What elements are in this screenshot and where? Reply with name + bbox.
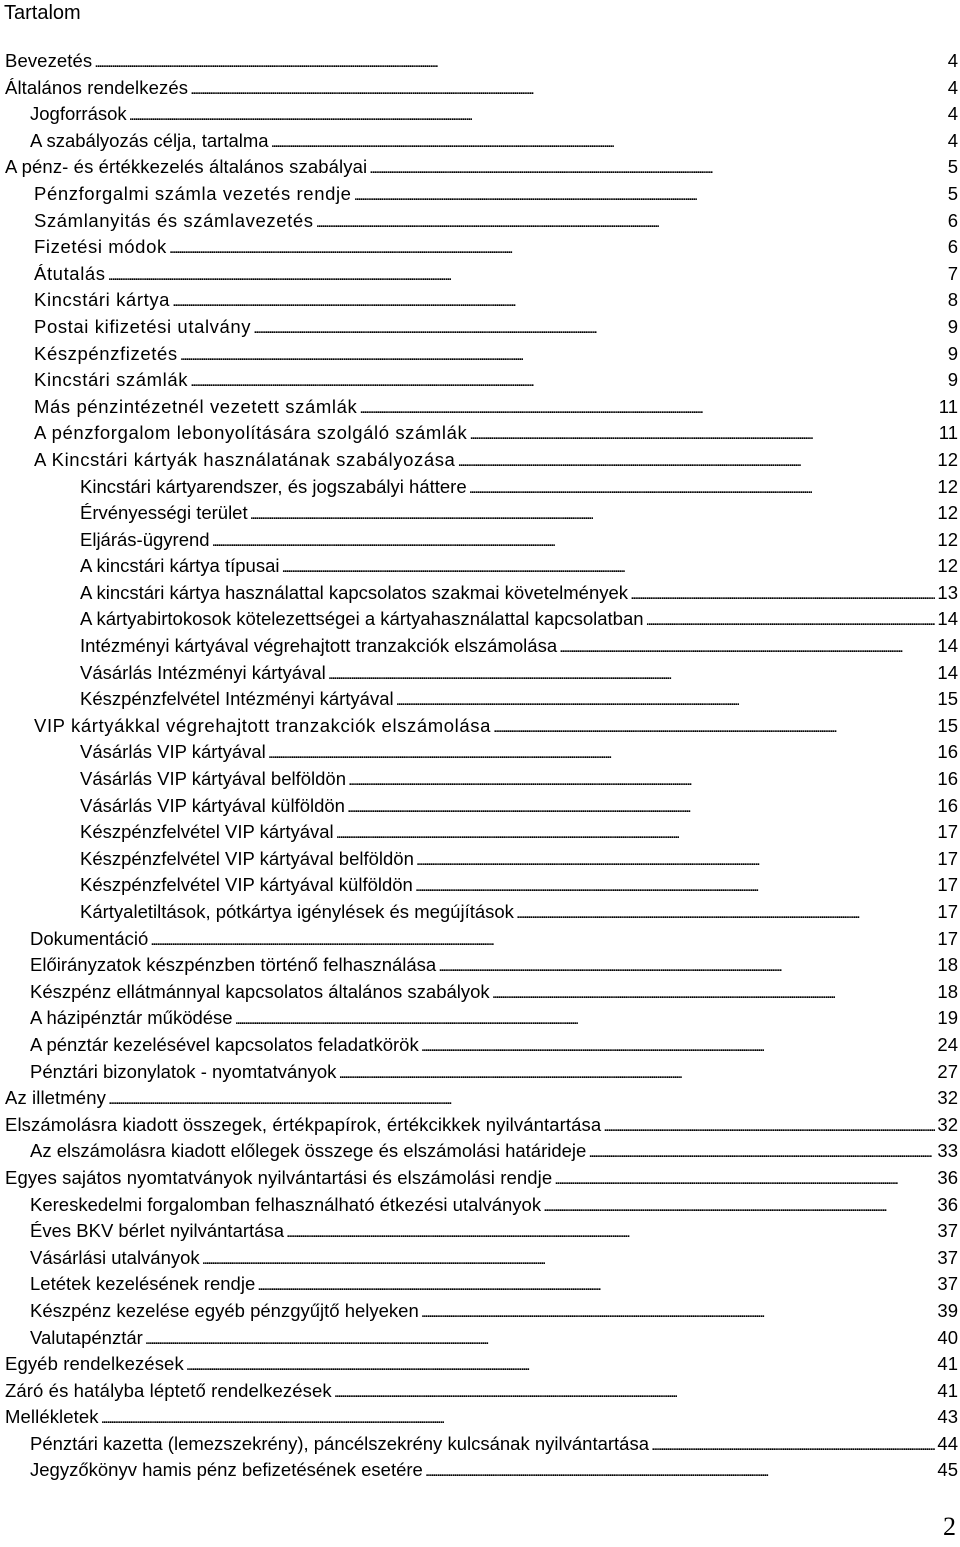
toc-entry-title: A kincstári kártya típusai [80,555,280,577]
toc-entry-page: 16 [937,768,958,790]
toc-entry-title: Pénztári bizonylatok - nyomtatványok [30,1060,337,1082]
toc-entry[interactable] [0,367,960,394]
toc-entry-page: 45 [937,1459,958,1481]
toc-entry[interactable] [0,1059,960,1086]
toc-entry[interactable] [0,739,960,766]
toc-entry[interactable] [0,819,960,846]
dot-leader [421,1032,936,1061]
toc-entry[interactable] [0,1112,960,1139]
toc-entry[interactable] [0,1085,960,1112]
toc-entry-title: Egyéb rendelkezések [5,1353,184,1375]
toc-entry-title: Kereskedelmi forgalomban felhasználható étkezési utalványok [30,1193,542,1215]
dot-leader [101,1404,936,1433]
dot-leader [438,952,935,981]
toc-entry[interactable] [0,1218,960,1245]
toc-entry[interactable] [0,553,960,580]
toc-entry[interactable] [0,101,960,128]
toc-entry-page: 16 [937,794,958,816]
toc-entry[interactable] [0,527,960,554]
toc-entry-page: 6 [947,209,958,231]
toc-entry[interactable] [0,181,960,208]
dot-leader [172,287,946,316]
toc-entry-page: 36 [937,1166,958,1188]
toc-entry-title: Készpénz kezelése egyéb pénzgyűjtő helyeken [30,1299,419,1321]
toc-entry[interactable] [0,341,960,368]
toc-entry[interactable] [0,1245,960,1272]
toc-entry[interactable] [0,793,960,820]
toc-entry-title: Vásárlás Intézményi kártyával [80,661,326,683]
page-number: 2 [943,1512,956,1541]
toc-entry-title: A pénzforgalom lebonyolítására szolgáló számlák [34,422,468,444]
toc-entry[interactable] [0,420,960,447]
toc-entry[interactable] [0,287,960,314]
toc-entry-page: 15 [937,714,958,736]
toc-entry-title: A Kincstári kártyák használatának szabályozása [34,448,456,470]
toc-entry-page: 41 [937,1353,958,1375]
toc-entry[interactable] [0,580,960,607]
toc-entry-page: 39 [937,1299,958,1321]
dot-leader [369,154,946,183]
dot-leader [202,1245,936,1274]
toc-entry[interactable] [0,261,960,288]
toc-entry[interactable] [0,128,960,155]
toc-entry-page: 11 [938,395,958,417]
toc-entry[interactable] [0,447,960,474]
toc-entry-title: Valutapénztár [30,1326,143,1348]
dot-leader [108,261,946,290]
toc-entry-page: 5 [947,182,958,204]
toc-entry-title: Vásárlás VIP kártyával külföldön [80,794,345,816]
toc-entry-page: 11 [938,422,958,444]
dot-leader [646,606,936,635]
toc-entry-page: 7 [947,262,958,284]
toc-entry-title: Vásárlás VIP kártyával belföldön [80,768,347,790]
toc-entry[interactable] [0,1378,960,1405]
toc-entry-title: A házipénztár működése [30,1007,233,1029]
toc-entry-page: 12 [937,502,958,524]
toc-entry[interactable] [0,926,960,953]
dot-leader [554,1165,935,1194]
toc-entry-title: Kártyaletiltások, pótkártya igénylések és megújítások [80,901,514,922]
toc-entry[interactable] [0,1271,960,1298]
dot-leader [316,208,946,237]
toc-entry-page: 13 [937,581,958,603]
toc-entry-page: 27 [937,1060,958,1082]
toc-entry[interactable] [0,979,960,1006]
toc-entry[interactable] [0,1138,960,1165]
toc-entry-title: A kincstári kártya használattal kapcsolatos szakmai követelmények [80,581,629,603]
toc-entry-title: A szabályozás célja, tartalma [30,129,269,151]
toc-entry[interactable] [0,1192,960,1219]
dot-leader [347,793,935,822]
dot-leader [416,846,936,875]
toc-entry[interactable] [0,314,960,341]
dot-leader [543,1192,935,1221]
toc-entry-page: 37 [937,1273,958,1295]
dot-leader [235,1005,936,1034]
page-title: Tartalom [4,2,81,24]
toc-entry-title: Bevezetés [5,50,93,71]
dot-leader [354,181,946,210]
dot-leader [250,500,936,529]
dot-leader [190,367,946,396]
toc-entry-title: Vásárlás VIP kártyával [80,741,266,763]
toc-entry-page: 17 [937,847,958,869]
toc-entry[interactable] [0,1325,960,1352]
toc-entry-title: Készpénzfizetés [34,342,178,364]
toc-entry-title: A pénztár kezelésével kapcsolatos feladatkörök [30,1033,419,1055]
toc-entry[interactable] [0,713,960,740]
toc-entry[interactable] [0,75,960,102]
toc-entry[interactable] [0,1005,960,1032]
toc-entry-title: Pénzforgalmi számla vezetés rendje [34,182,352,204]
toc-entry-title: Más pénzintézetnél vezetett számlák [34,395,358,417]
toc-entry-page: 15 [937,688,958,710]
toc-entry[interactable] [0,899,960,926]
toc-entry-page: 17 [937,821,958,843]
dot-leader [180,341,946,370]
dot-leader [108,1085,935,1114]
dot-leader [588,1138,935,1167]
dot-leader [516,899,935,928]
toc-entry[interactable] [0,394,960,421]
dot-leader [415,872,936,901]
dot-leader [603,1112,935,1141]
toc-entry-title: Postai kifizetési utalvány [34,315,252,337]
dot-leader [334,1378,936,1407]
toc-entry-page: 14 [937,635,958,657]
toc-entry[interactable] [0,48,960,75]
dot-leader [469,474,936,503]
toc-entry[interactable] [0,952,960,979]
dot-leader [336,819,936,848]
toc-entry-title: Egyes sajátos nyomtatványok nyilvántartási és elszámolási rendje [5,1166,553,1188]
toc-entry[interactable] [0,1404,960,1431]
toc-entry[interactable] [0,500,960,527]
dot-leader [281,553,935,582]
dot-leader [271,128,946,157]
toc-entry-page: 16 [937,741,958,763]
toc-entry-page: 9 [947,315,958,337]
toc-entry-page: 17 [937,874,958,896]
toc-entry-title: Az illetmény [5,1087,106,1109]
toc-entry-page: 32 [937,1113,958,1135]
toc-entry[interactable] [0,846,960,873]
toc-entry-title: Vásárlási utalványok [30,1246,200,1268]
toc-entry-page: 14 [937,608,958,630]
toc-entry-title: Készpénzfelvétel Intézményi kártyával [80,688,394,710]
toc-entry-title: Érvényességi terület [80,502,248,524]
toc-entry-title: Jogforrások [30,103,127,125]
toc-entry[interactable] [0,1165,960,1192]
dot-leader [425,1457,936,1486]
toc-entry-title: Eljárás-ügyrend [80,528,210,550]
dot-leader [421,1298,936,1327]
dot-leader [348,766,935,795]
toc-entry-title: Előirányzatok készpénzben történő felhasználása [30,954,437,976]
toc-entry[interactable] [0,1457,960,1484]
toc-entry-title: Készpénz ellátmánnyal kapcsolatos általános szabályok [30,980,490,1002]
toc-entry-page: 4 [947,129,958,151]
dot-leader [150,926,935,955]
toc-entry-title: Dokumentáció [30,927,149,949]
toc-entry-title: Pénztári kazetta (lemezszekrény), páncélszekrény kulcsának nyilvántartása [30,1432,650,1454]
toc-entry-title: Intézményi kártyával végrehajtott tranzakciók elszámolása [80,635,558,657]
toc-entry-page: 33 [937,1140,958,1162]
toc-entry-page: 9 [947,342,958,364]
toc-entry-page: 40 [937,1326,958,1348]
toc-entry-page: 6 [947,236,958,258]
dot-leader [469,420,936,449]
toc-entry[interactable] [0,474,960,501]
toc-entry-page: 9 [947,369,958,391]
toc-entry-title: Általános rendelkezés [5,76,189,98]
toc-entry[interactable] [0,1032,960,1059]
toc-entry-page: 4 [947,76,958,98]
toc-entry-page: 17 [937,901,958,922]
dot-leader [129,101,946,130]
toc-entry-title: Készpénzfelvétel VIP kártyával külföldön [80,874,413,896]
toc-entry[interactable] [0,234,960,261]
toc-entry-page: 41 [937,1379,958,1401]
dot-leader [257,1271,935,1300]
toc-entry-page: 44 [937,1432,958,1454]
toc-entry-page: 37 [937,1246,958,1268]
toc-entry[interactable] [0,766,960,793]
toc-entry-title: Átutalás [34,262,106,284]
toc-entry-page: 12 [937,448,958,470]
toc-entry-title: Elszámolásra kiadott összegek, értékpapírok, értékcikkek nyilvántartása [5,1113,602,1135]
toc-entry[interactable] [0,154,960,181]
toc-entry-page: 12 [937,475,958,497]
toc-entry-title: Az elszámolásra kiadott előlegek összege és elszámolási határideje [30,1140,587,1162]
toc-entry-page: 12 [937,555,958,577]
dot-leader [396,686,936,715]
dot-leader [359,394,936,423]
toc-entry-page: 4 [947,103,958,125]
toc-entry-title: Éves BKV bérlet nyilvántartása [30,1220,284,1242]
toc-entry-title: Kincstári számlák [34,369,189,391]
toc-entry-title: Készpénzfelvétel VIP kártyával [80,821,334,843]
toc-entry[interactable] [0,660,960,687]
dot-leader [94,48,945,77]
dot-leader [169,234,946,263]
table-of-contents [0,48,960,1484]
dot-leader [268,739,936,768]
toc-entry-title: A pénz- és értékkezelés általános szabályai [5,156,368,178]
toc-entry-page: 43 [937,1406,958,1428]
dot-leader [559,633,935,662]
toc-entry-title: Készpénzfelvétel VIP kártyával belföldön [80,847,414,869]
dot-leader [186,1351,936,1380]
toc-entry[interactable] [0,208,960,235]
toc-entry-title: Kincstári kártyarendszer, és jogszabályi háttere [80,475,467,497]
toc-entry-page: 14 [937,661,958,683]
dot-leader [457,447,935,476]
dot-leader [212,527,936,556]
dot-leader [145,1325,936,1354]
toc-entry-title: Számlanyitás és számlavezetés [34,209,314,231]
toc-entry-page: 36 [937,1193,958,1215]
toc-entry-page: 18 [937,980,958,1002]
toc-entry[interactable] [0,1431,960,1458]
toc-entry-title: Jegyzőkönyv hamis pénz befizetésének esetére [30,1459,423,1481]
dot-leader [286,1218,935,1247]
toc-entry[interactable] [0,633,960,660]
dot-leader [492,979,936,1008]
toc-entry-title: Záró és hatályba léptető rendelkezések [5,1379,332,1401]
dot-leader [328,660,936,689]
toc-entry-title: Mellékletek [5,1406,99,1428]
toc-entry-page: 5 [947,156,958,178]
toc-entry-page: 4 [947,50,958,71]
toc-entry[interactable] [0,1351,960,1378]
toc-entry-title: VIP kártyákkal végrehajtott tranzakciók elszámolása [34,714,491,736]
toc-entry-page: 37 [937,1220,958,1242]
toc-entry-title: Letétek kezelésének rendje [30,1273,256,1295]
toc-entry-page: 12 [937,528,958,550]
toc-entry-page: 19 [937,1007,958,1029]
toc-entry-title: Fizetési módok [34,236,167,258]
dot-leader [338,1059,935,1088]
dot-leader [651,1431,935,1460]
dot-leader [253,314,946,343]
dot-leader [190,75,946,104]
toc-entry-page: 18 [937,954,958,976]
toc-entry-page: 24 [937,1033,958,1055]
toc-entry[interactable] [0,872,960,899]
toc-entry-title: Kincstári kártya [34,289,171,311]
toc-entry[interactable] [0,606,960,633]
toc-entry[interactable] [0,686,960,713]
dot-leader [630,580,935,609]
dot-leader [493,713,935,742]
toc-entry-page: 32 [937,1087,958,1109]
toc-entry[interactable] [0,1298,960,1325]
toc-entry-title: A kártyabirtokosok kötelezettségei a kártyahasználattal kapcsolatban [80,608,644,630]
toc-entry-page: 17 [937,927,958,949]
toc-entry-page: 8 [947,289,958,311]
